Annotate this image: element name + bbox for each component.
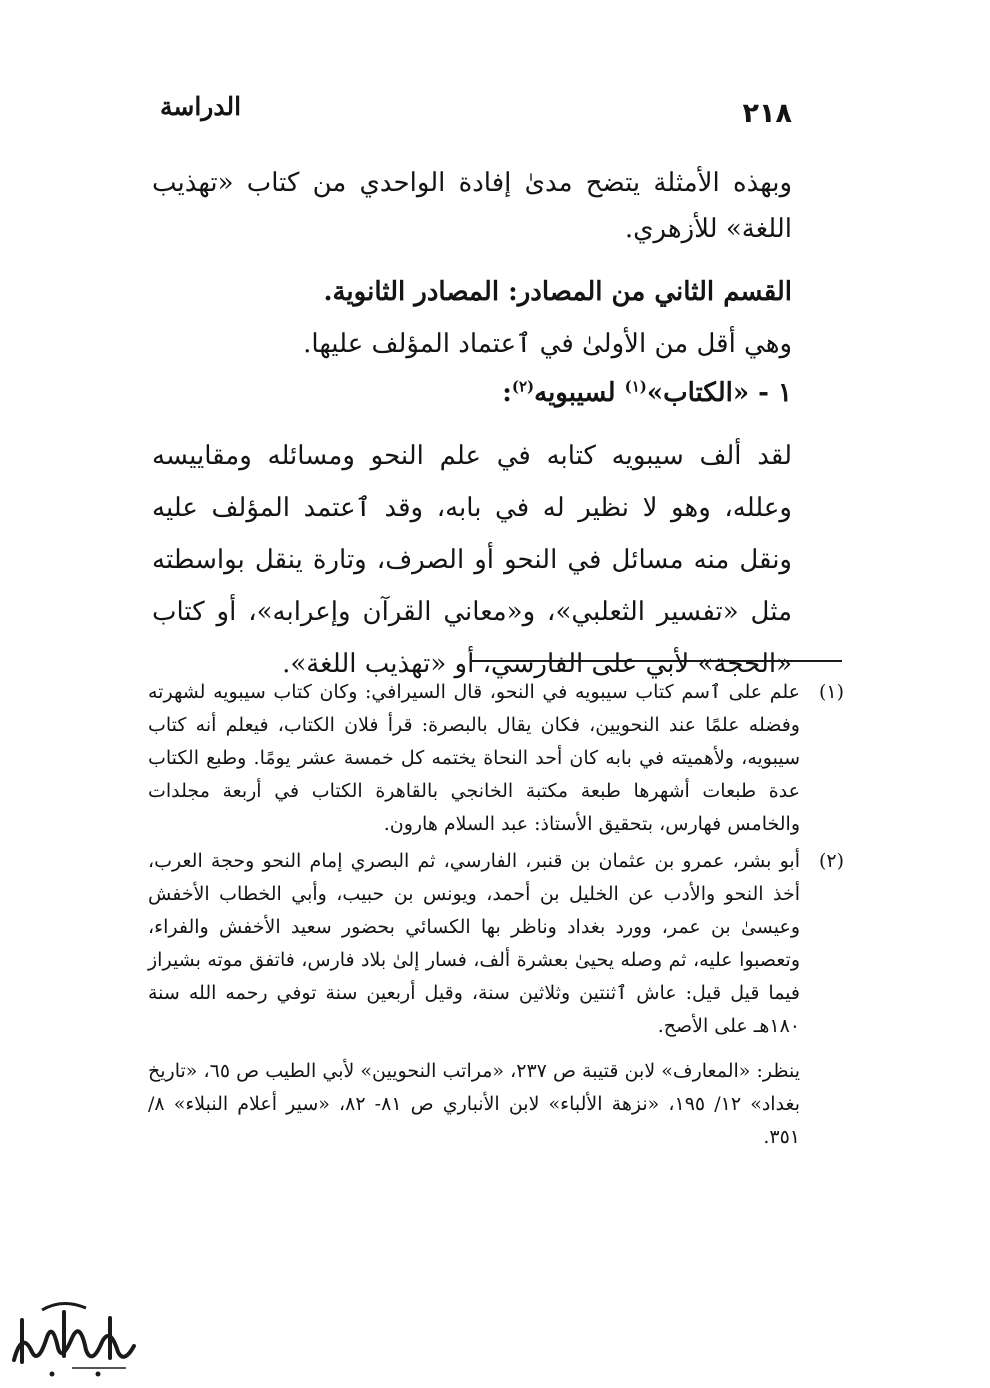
intro-paragraph: وبهذه الأمثلة يتضح مدىٰ إفادة الواحدي من كتاب «تهذيب اللغة» للأزهري. (152, 168, 792, 244)
footnote-references: ينظر: «المعارف» لابن قتيبة ص ٢٣٧، «مراتب النحويين» لأبي الطيب ص ٦٥، «تاريخ بغداد» ١٢/ ١٩٥، «نزهة الألباء» لابن الأنباري ص ٨١- ٨٢، «سير أعلام النبلاء» ٨/ ٣٥١. (148, 1060, 800, 1148)
footnote-number: (٢) (818, 850, 844, 872)
footnote-2 (148, 845, 844, 1043)
footnote-text: علم على ٱسم كتاب سيبويه في النحو، قال السيرافي: وكان كتاب سيبويه لشهرته وفضله علمًا عند النحويين، فكان يقال بالبصرة: قرأ فلان الكتاب، فيعلم أنه كتاب سيبويه، ولأهميته في بابه كان أحد النحاة يختمه كل خمسة عشر يومًا. وطبع الكتاب عدة طبعات أشهرها طبعة مكتبة الخانجي بالقاهرة الكتاب في أربعة مجلدات والخامس فهارس، بتحقيق الأستاذ: عبد السلام هارون. (148, 681, 800, 835)
main-text (152, 160, 792, 690)
running-head: الدراسة (160, 92, 242, 121)
section-line: وهي أقل من الأولىٰ في ٱعتماد المؤلف عليها. (303, 329, 792, 359)
item-prefix: ١ - «الكتاب» (646, 378, 792, 408)
item-heading (152, 370, 792, 416)
footnote-ref-1[interactable]: (١) (624, 377, 647, 396)
page-number: ٢١٨ (742, 98, 792, 129)
page-header (160, 92, 792, 132)
footnotes (148, 676, 844, 1154)
calligraphy-logo-icon (2, 1290, 142, 1382)
footnote-text: أبو بشر، عمرو بن عثمان بن قنبر، الفارسي، ثم البصري إمام النحو وحجة العرب، أخذ النحو والأدب عن الخليل بن أحمد، ويونس بن حبيب، وأبي الخطاب الأخفش وعيسىٰ بن عمر، وورد بغداد وناظر بها الكسائي بحضور سعيد الأخفش والفراء، وتعصبوا عليه، ثم وصله يحيىٰ بعشرة ألف، فسار إلىٰ بلاد فارس، فاتفق موته بشيراز فيما قيل قيل: عاش ٱثنتين وثلاثين سنة، وقيل أربعين سنة توفي رحمه الله سنة ١٨٠هـ على الأصح. (148, 850, 800, 1037)
item-name: لسيبويه (534, 378, 625, 408)
footnote-separator (470, 660, 842, 662)
main-paragraph: لقد ألف سيبويه كتابه في علم النحو ومسائله ومقاييسه وعلله، وهو لا نظير له في بابه، وقد ٱعتمد المؤلف عليه ونقل منه مسائل في النحو أو الصرف، وتارة ينقل بواسطته مثل «تفسير الثعلبي»، و«معاني القرآن وإعرابه»، أو كتاب «الحجة» لأبي على الفارسي، أو «تهذيب اللغة». (152, 441, 792, 679)
footnote-1 (148, 676, 844, 841)
footnote-ref-2[interactable]: (٢) (511, 377, 535, 396)
section-heading: القسم الثاني من المصادر: المصادر الثانوية. (323, 277, 792, 307)
item-suffix: : (502, 378, 512, 408)
footnote-number: (١) (818, 681, 844, 703)
